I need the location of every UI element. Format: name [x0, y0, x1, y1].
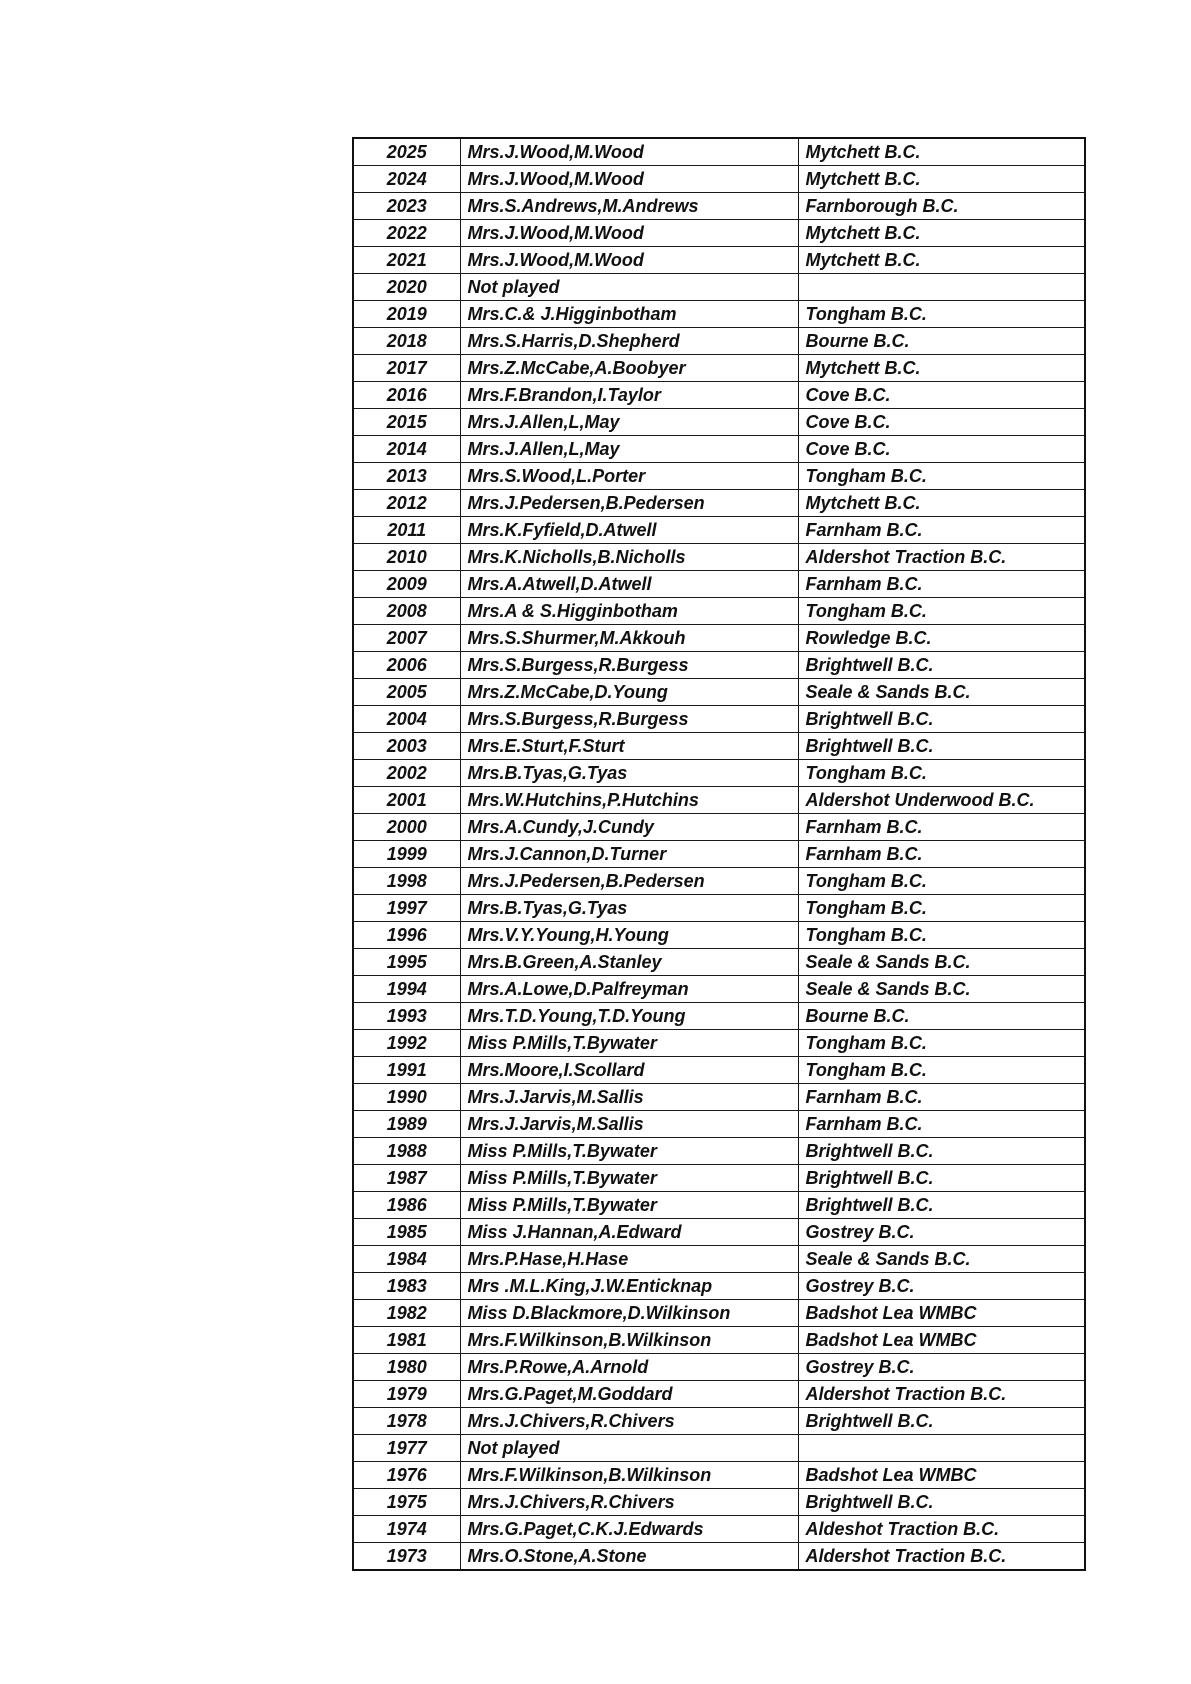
club-cell: Badshot Lea WMBC: [798, 1462, 1085, 1489]
table-row: [353, 598, 1085, 625]
winners-cell: Mrs.B.Tyas,G.Tyas: [460, 895, 798, 922]
club-cell: Brightwell B.C.: [798, 1408, 1085, 1435]
club-cell: Seale & Sands B.C.: [798, 679, 1085, 706]
table-row: [353, 193, 1085, 220]
club-cell: Rowledge B.C.: [798, 625, 1085, 652]
table-row: [353, 733, 1085, 760]
year-cell: 2001: [353, 787, 460, 814]
club-cell: Tongham B.C.: [798, 922, 1085, 949]
table-row: [353, 1462, 1085, 1489]
year-cell: 2023: [353, 193, 460, 220]
year-cell: 1981: [353, 1327, 460, 1354]
table-row: [353, 1435, 1085, 1462]
club-cell: Bourne B.C.: [798, 328, 1085, 355]
club-cell: Farnham B.C.: [798, 1084, 1085, 1111]
year-cell: 1999: [353, 841, 460, 868]
winners-cell: Not played: [460, 1435, 798, 1462]
club-cell: Tongham B.C.: [798, 1057, 1085, 1084]
year-cell: 1998: [353, 868, 460, 895]
club-cell: Mytchett B.C.: [798, 220, 1085, 247]
table-row: [353, 138, 1085, 166]
winners-cell: Mrs.J.Wood,M.Wood: [460, 166, 798, 193]
club-cell: Tongham B.C.: [798, 301, 1085, 328]
winners-cell: Mrs.Moore,I.Scollard: [460, 1057, 798, 1084]
club-cell: Badshot Lea WMBC: [798, 1327, 1085, 1354]
year-cell: 1990: [353, 1084, 460, 1111]
winners-cell: Mrs.S.Wood,L.Porter: [460, 463, 798, 490]
table-row: [353, 1273, 1085, 1300]
winners-cell: Mrs.Z.McCabe,D.Young: [460, 679, 798, 706]
year-cell: 2009: [353, 571, 460, 598]
club-cell: Cove B.C.: [798, 436, 1085, 463]
year-cell: 2010: [353, 544, 460, 571]
winners-cell: Mrs.S.Burgess,R.Burgess: [460, 706, 798, 733]
winners-cell: Miss D.Blackmore,D.Wilkinson: [460, 1300, 798, 1327]
table-row: [353, 1489, 1085, 1516]
year-cell: 2011: [353, 517, 460, 544]
club-cell: Tongham B.C.: [798, 463, 1085, 490]
club-cell: Farnham B.C.: [798, 571, 1085, 598]
table-row: [353, 1165, 1085, 1192]
year-cell: 2021: [353, 247, 460, 274]
winners-cell: Miss J.Hannan,A.Edward: [460, 1219, 798, 1246]
table-row: [353, 1354, 1085, 1381]
club-cell: Brightwell B.C.: [798, 706, 1085, 733]
year-cell: 2000: [353, 814, 460, 841]
winners-cell: Mrs.W.Hutchins,P.Hutchins: [460, 787, 798, 814]
table-row: [353, 1516, 1085, 1543]
club-cell: Brightwell B.C.: [798, 652, 1085, 679]
year-cell: 1977: [353, 1435, 460, 1462]
club-cell: Tongham B.C.: [798, 868, 1085, 895]
year-cell: 1979: [353, 1381, 460, 1408]
winners-cell: Mrs.J.Wood,M.Wood: [460, 220, 798, 247]
table-row: [353, 274, 1085, 301]
club-cell: Farnham B.C.: [798, 841, 1085, 868]
winners-cell: Mrs.A.Atwell,D.Atwell: [460, 571, 798, 598]
year-cell: 1984: [353, 1246, 460, 1273]
club-cell: Tongham B.C.: [798, 760, 1085, 787]
club-cell: Mytchett B.C.: [798, 490, 1085, 517]
table-row: [353, 1219, 1085, 1246]
club-cell: Bourne B.C.: [798, 1003, 1085, 1030]
club-cell: Gostrey B.C.: [798, 1219, 1085, 1246]
winners-cell: Mrs.G.Paget,C.K.J.Edwards: [460, 1516, 798, 1543]
year-cell: 2019: [353, 301, 460, 328]
club-cell: Brightwell B.C.: [798, 1489, 1085, 1516]
club-cell: Cove B.C.: [798, 382, 1085, 409]
table-row: [353, 1408, 1085, 1435]
club-cell: Cove B.C.: [798, 409, 1085, 436]
winners-cell: Miss P.Mills,T.Bywater: [460, 1165, 798, 1192]
winners-cell: Miss P.Mills,T.Bywater: [460, 1138, 798, 1165]
club-cell: Aldershot Underwood B.C.: [798, 787, 1085, 814]
year-cell: 2022: [353, 220, 460, 247]
table-row: [353, 1030, 1085, 1057]
club-cell: Brightwell B.C.: [798, 1192, 1085, 1219]
year-cell: 2020: [353, 274, 460, 301]
winners-cell: Mrs.J.Chivers,R.Chivers: [460, 1489, 798, 1516]
table-row: [353, 1111, 1085, 1138]
year-cell: 1996: [353, 922, 460, 949]
year-cell: 1976: [353, 1462, 460, 1489]
club-cell: Tongham B.C.: [798, 895, 1085, 922]
table-row: [353, 382, 1085, 409]
year-cell: 2012: [353, 490, 460, 517]
year-cell: 1991: [353, 1057, 460, 1084]
table-row: [353, 679, 1085, 706]
table-row: [353, 517, 1085, 544]
table-row: [353, 1138, 1085, 1165]
club-cell: Brightwell B.C.: [798, 733, 1085, 760]
winners-cell: Mrs.J.Jarvis,M.Sallis: [460, 1111, 798, 1138]
year-cell: 1983: [353, 1273, 460, 1300]
club-cell: Mytchett B.C.: [798, 166, 1085, 193]
table-row: [353, 247, 1085, 274]
club-cell: Gostrey B.C.: [798, 1354, 1085, 1381]
table-row: [353, 1057, 1085, 1084]
winners-cell: Mrs.J.Allen,L,May: [460, 409, 798, 436]
winners-cell: Mrs.O.Stone,A.Stone: [460, 1543, 798, 1571]
winners-cell: Mrs.F.Wilkinson,B.Wilkinson: [460, 1462, 798, 1489]
winners-cell: Mrs.A.Lowe,D.Palfreyman: [460, 976, 798, 1003]
winners-cell: Mrs.E.Sturt,F.Sturt: [460, 733, 798, 760]
club-cell: Farnham B.C.: [798, 517, 1085, 544]
table-row: [353, 1327, 1085, 1354]
table-row: [353, 1543, 1085, 1571]
table-row: [353, 463, 1085, 490]
year-cell: 1982: [353, 1300, 460, 1327]
winners-cell: Mrs.S.Burgess,R.Burgess: [460, 652, 798, 679]
winners-cell: Mrs.S.Andrews,M.Andrews: [460, 193, 798, 220]
winners-cell: Mrs.A.Cundy,J.Cundy: [460, 814, 798, 841]
club-cell: [798, 1435, 1085, 1462]
year-cell: 1973: [353, 1543, 460, 1571]
winners-cell: Mrs.F.Brandon,I.Taylor: [460, 382, 798, 409]
year-cell: 1997: [353, 895, 460, 922]
table-row: [353, 1381, 1085, 1408]
winners-cell: Mrs.V.Y.Young,H.Young: [460, 922, 798, 949]
year-cell: 1988: [353, 1138, 460, 1165]
club-cell: Mytchett B.C.: [798, 355, 1085, 382]
year-cell: 2013: [353, 463, 460, 490]
year-cell: 1987: [353, 1165, 460, 1192]
table-row: [353, 1192, 1085, 1219]
club-cell: Aldershot Traction B.C.: [798, 1381, 1085, 1408]
winners-cell: Mrs.F.Wilkinson,B.Wilkinson: [460, 1327, 798, 1354]
club-cell: Aldershot Traction B.C.: [798, 544, 1085, 571]
winners-cell: Mrs.A & S.Higginbotham: [460, 598, 798, 625]
winners-cell: Mrs.J.Pedersen,B.Pedersen: [460, 490, 798, 517]
year-cell: 2003: [353, 733, 460, 760]
club-cell: Aldershot Traction B.C.: [798, 1543, 1085, 1571]
winners-cell: Miss P.Mills,T.Bywater: [460, 1030, 798, 1057]
year-cell: 1992: [353, 1030, 460, 1057]
winners-cell: Mrs.P.Rowe,A.Arnold: [460, 1354, 798, 1381]
year-cell: 2014: [353, 436, 460, 463]
table-row: [353, 895, 1085, 922]
winners-cell: Mrs.G.Paget,M.Goddard: [460, 1381, 798, 1408]
winners-cell: Mrs .M.L.King,J.W.Enticknap: [460, 1273, 798, 1300]
winners-cell: Miss P.Mills,T.Bywater: [460, 1192, 798, 1219]
club-cell: Mytchett B.C.: [798, 247, 1085, 274]
winners-cell: Mrs.K.Nicholls,B.Nicholls: [460, 544, 798, 571]
club-cell: Farnborough B.C.: [798, 193, 1085, 220]
year-cell: 2006: [353, 652, 460, 679]
year-cell: 1974: [353, 1516, 460, 1543]
table-row: [353, 787, 1085, 814]
table-row: [353, 706, 1085, 733]
table-row: [353, 1084, 1085, 1111]
year-cell: 1986: [353, 1192, 460, 1219]
winners-cell: Mrs.B.Tyas,G.Tyas: [460, 760, 798, 787]
year-cell: 1980: [353, 1354, 460, 1381]
club-cell: Brightwell B.C.: [798, 1165, 1085, 1192]
winners-table: [352, 137, 1086, 1571]
winners-cell: Mrs.J.Jarvis,M.Sallis: [460, 1084, 798, 1111]
table-row: [353, 166, 1085, 193]
table-row: [353, 949, 1085, 976]
winners-cell: Mrs.J.Cannon,D.Turner: [460, 841, 798, 868]
table-row: [353, 409, 1085, 436]
winners-cell: Mrs.S.Shurmer,M.Akkouh: [460, 625, 798, 652]
club-cell: Tongham B.C.: [798, 598, 1085, 625]
year-cell: 1995: [353, 949, 460, 976]
table-row: [353, 1246, 1085, 1273]
year-cell: 2015: [353, 409, 460, 436]
club-cell: Gostrey B.C.: [798, 1273, 1085, 1300]
table-row: [353, 544, 1085, 571]
winners-cell: Mrs.T.D.Young,T.D.Young: [460, 1003, 798, 1030]
year-cell: 1993: [353, 1003, 460, 1030]
year-cell: 2007: [353, 625, 460, 652]
year-cell: 1978: [353, 1408, 460, 1435]
table-row: [353, 1300, 1085, 1327]
club-cell: Seale & Sands B.C.: [798, 949, 1085, 976]
table-row: [353, 490, 1085, 517]
winners-table-body: [353, 138, 1085, 1570]
year-cell: 2025: [353, 138, 460, 166]
club-cell: Mytchett B.C.: [798, 138, 1085, 166]
winners-cell: Mrs.J.Pedersen,B.Pedersen: [460, 868, 798, 895]
year-cell: 2024: [353, 166, 460, 193]
winners-cell: Not played: [460, 274, 798, 301]
year-cell: 2018: [353, 328, 460, 355]
year-cell: 1989: [353, 1111, 460, 1138]
table-row: [353, 976, 1085, 1003]
winners-cell: Mrs.S.Harris,D.Shepherd: [460, 328, 798, 355]
table-row: [353, 841, 1085, 868]
year-cell: 1994: [353, 976, 460, 1003]
table-row: [353, 760, 1085, 787]
year-cell: 1985: [353, 1219, 460, 1246]
club-cell: Seale & Sands B.C.: [798, 976, 1085, 1003]
club-cell: Aldeshot Traction B.C.: [798, 1516, 1085, 1543]
table-row: [353, 652, 1085, 679]
club-cell: Brightwell B.C.: [798, 1138, 1085, 1165]
year-cell: 2016: [353, 382, 460, 409]
table-row: [353, 328, 1085, 355]
club-cell: Seale & Sands B.C.: [798, 1246, 1085, 1273]
year-cell: 2017: [353, 355, 460, 382]
table-row: [353, 436, 1085, 463]
table-row: [353, 220, 1085, 247]
year-cell: 2005: [353, 679, 460, 706]
winners-cell: Mrs.C.& J.Higginbotham: [460, 301, 798, 328]
club-cell: Tongham B.C.: [798, 1030, 1085, 1057]
club-cell: [798, 274, 1085, 301]
table-row: [353, 301, 1085, 328]
table-row: [353, 625, 1085, 652]
winners-cell: Mrs.J.Chivers,R.Chivers: [460, 1408, 798, 1435]
winners-cell: Mrs.B.Green,A.Stanley: [460, 949, 798, 976]
table-row: [353, 814, 1085, 841]
table-row: [353, 355, 1085, 382]
winners-cell: Mrs.Z.McCabe,A.Boobyer: [460, 355, 798, 382]
club-cell: Badshot Lea WMBC: [798, 1300, 1085, 1327]
table-row: [353, 868, 1085, 895]
year-cell: 2002: [353, 760, 460, 787]
winners-cell: Mrs.J.Wood,M.Wood: [460, 247, 798, 274]
winners-cell: Mrs.J.Allen,L,May: [460, 436, 798, 463]
club-cell: Farnham B.C.: [798, 814, 1085, 841]
table-row: [353, 571, 1085, 598]
year-cell: 2004: [353, 706, 460, 733]
winners-cell: Mrs.K.Fyfield,D.Atwell: [460, 517, 798, 544]
winners-cell: Mrs.P.Hase,H.Hase: [460, 1246, 798, 1273]
club-cell: Farnham B.C.: [798, 1111, 1085, 1138]
table-row: [353, 1003, 1085, 1030]
year-cell: 1975: [353, 1489, 460, 1516]
winners-cell: Mrs.J.Wood,M.Wood: [460, 138, 798, 166]
year-cell: 2008: [353, 598, 460, 625]
table-row: [353, 922, 1085, 949]
